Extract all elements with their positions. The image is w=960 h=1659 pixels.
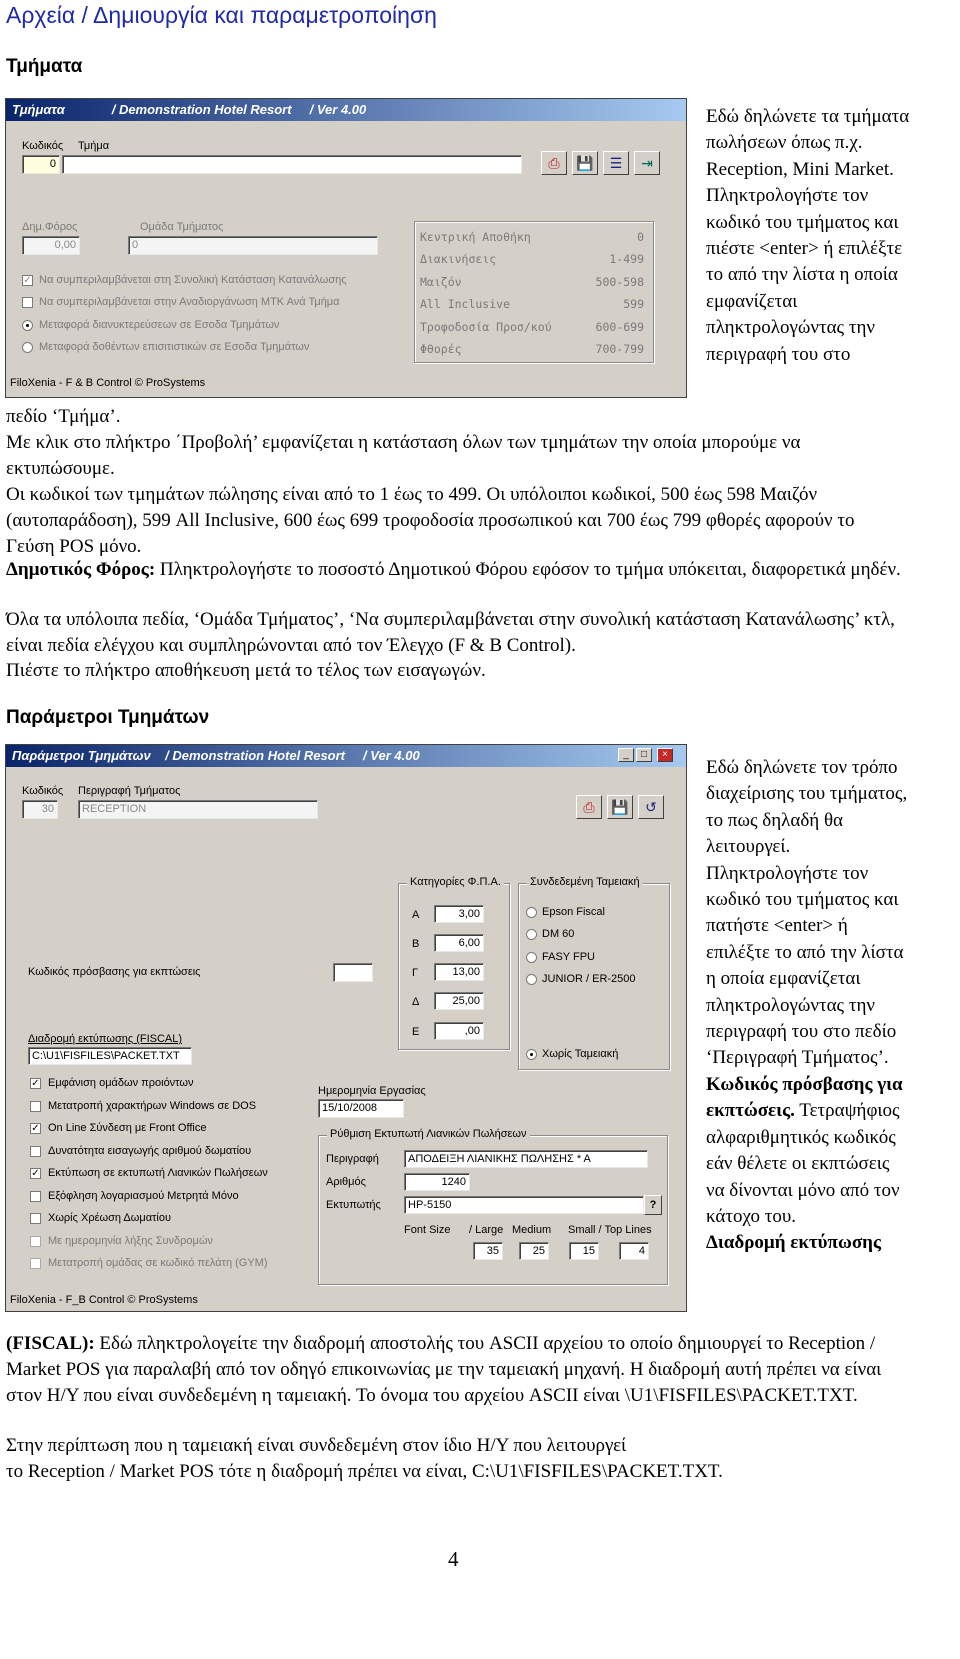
minimize-icon: _ — [623, 749, 629, 760]
option-label-4: Μεταφορά δοθέντων επισιτιστικών σε Εσοδα Τμημάτων — [39, 341, 310, 353]
option-label-1: Να συμπεριλαμβάνεται στη Συνολική Κατάσταση Κατανάλωσης — [39, 274, 347, 286]
option-radio-2[interactable] — [22, 342, 33, 353]
vat-category-label-a: Α — [412, 909, 420, 921]
range-name-5: Τροφοδοσία Προσ/κού — [420, 320, 552, 334]
discount-code-label: Κωδικός πρόσβασης για εκπτώσεις — [28, 966, 201, 978]
receipt-number-label: Αριθμός — [326, 1176, 366, 1188]
vat-input-d[interactable]: 25,00 — [434, 992, 484, 1010]
discount-code-text: Τετραψήφιος αλφαριθμητικός κωδικός εάν θέλετε οι εκπτώσεις να δίνονται μόνο από τον κάτοχο του. — [706, 1100, 900, 1227]
vat-group-title: Κατηγορίες Φ.Π.Α. — [407, 876, 504, 888]
paragraph-control-fields: Όλα τα υπόλοιπα πεδία, ‘Ομάδα Τμήματος’, ‘Να συμπεριλαμβάνεται στην συνολική κατάσταση Κατανάλωσης’ κτλ, είναι πεδία ελέγχου και συμπληρώνονται από τον Έλεγχο (F & B Control). — [6, 609, 895, 656]
maximize-icon: □ — [640, 749, 648, 760]
print-button[interactable] — [541, 151, 567, 175]
font-large-label: / Large — [469, 1224, 504, 1236]
checkbox-1[interactable]: ✓ — [31, 1078, 40, 1089]
range-name-4: All Inclusive — [420, 297, 511, 311]
question-icon: ? — [649, 1199, 657, 1211]
fiscal-path-label: Διαδρομή εκτύπωσης (FISCAL) — [28, 1033, 183, 1045]
printer-icon: ⎙ — [548, 155, 560, 171]
fiscal-radio-fasy[interactable] — [526, 952, 537, 963]
checkbox-3[interactable]: ✓ — [31, 1123, 40, 1134]
side-intro: Εδώ δηλώνετε τον τρόπο διαχείρισης του τμήματος, το πως δηλαδή θα λειτουργεί. Πληκτρολογήστε τον κωδικό του τμήματος και πατήστε <enter> ή επιλέξτε το από την λίστα η οποία εμφανίζεται πληκτρολογώντας την περιγραφή του στο πεδίο ‘Περιγραφή Τμήματος’. — [706, 757, 908, 1069]
checkbox-7[interactable] — [30, 1213, 41, 1224]
minimize-button[interactable] — [618, 748, 634, 762]
printer-help-button[interactable] — [644, 1195, 662, 1215]
option-checkbox-1[interactable]: ✓ — [23, 275, 32, 286]
status-bar: FiloXenia - F_B Control © ProSystems — [10, 1294, 198, 1306]
checkbox-label-5: Εκτύπωση σε εκτυπωτή Λιανικών Πωλήσεων — [48, 1167, 268, 1179]
checkbox-label-9: Μετατροπή ομάδας σε κωδικό πελάτη (GYM) — [48, 1257, 268, 1269]
paragraph-code-ranges: Οι κωδικοί των τμημάτων πώλησης είναι από το 1 έως το 499. Οι υπόλοιποι κωδικοί, 500 έως 598 Μαιζόν (αυτοπαράδοση), 599 All Inclusive, 600 έως 699 τροφοδοσία προσωπικού και 700 έως 799 φθορές αφορούν το Γεύση POS μόνο. — [6, 484, 855, 557]
range-value-1: 0 — [637, 230, 644, 244]
vat-input-e[interactable]: ,00 — [434, 1022, 484, 1040]
code-label: Κωδικός — [22, 140, 64, 152]
checkbox-8[interactable] — [30, 1236, 41, 1247]
range-name-3: Μαιζόν — [420, 275, 462, 289]
font-medium-label: Medium — [512, 1224, 552, 1236]
department-group-input[interactable]: 0 — [128, 236, 378, 255]
maximize-button[interactable] — [636, 748, 652, 762]
side-text-departments: Εδώ δηλώνετε τα τμήματα πωλήσεων όπως π.χ. Reception, Mini Market. Πληκτρολογήστε τον κωδικό του τμήματος και πιέστε <enter> ή επιλέξτε το από την λίστα η οποία εμφανίζεται πληκτρολογώντας την περιγραφή του στο — [706, 106, 910, 365]
list-view-icon: ☰ — [609, 155, 623, 171]
fiscal-option-epson: Epson Fiscal — [542, 906, 605, 918]
print-button[interactable] — [576, 795, 602, 819]
paragraph-view-button: Με κλικ στο πλήκτρο ΄Προβολή’ εμφανίζεται η κατάσταση όλων των τμημάτων την οποία μπορούμε να εκτυπώσουμε. — [6, 432, 801, 479]
code-input[interactable]: 30 — [22, 800, 58, 819]
fiscal-path-input[interactable]: C:\U1\FISFILES\PACKET.TXT — [28, 1047, 192, 1065]
municipal-tax-label: Δημ.Φόρος — [22, 221, 78, 233]
save-button[interactable] — [572, 151, 598, 175]
range-value-2: 1-499 — [609, 252, 644, 266]
fiscal-path-term-a: Διαδρομή εκτύπωσης — [706, 1232, 881, 1254]
department-label: Τμήμα — [78, 140, 110, 152]
range-value-4: 599 — [623, 297, 644, 311]
paragraph-department-field: πεδίο ‘Τμήμα’. — [6, 406, 121, 427]
font-medium-input[interactable]: 25 — [519, 1242, 549, 1260]
vat-category-label-d: Δ — [412, 996, 420, 1008]
checkbox-4[interactable] — [30, 1146, 41, 1157]
checkbox-label-4: Δυνατότητα εισαγωγής αριθμού δωματίου — [48, 1145, 252, 1157]
department-group-label: Ομάδα Τμήματος — [140, 221, 224, 233]
checkbox-2[interactable] — [30, 1101, 41, 1112]
description-label: Περιγραφή Τμήματος — [78, 785, 181, 797]
paragraph-same-pc-1: Στην περίπτωση που η ταμειακή είναι συνδεδεμένη στον ίδιο Η/Υ που λειτουργεί — [6, 1435, 627, 1456]
option-radio-1[interactable] — [22, 320, 33, 331]
range-value-3: 500-598 — [595, 275, 644, 289]
fiscal-option-dm60: DM 60 — [542, 928, 575, 940]
work-date-input[interactable]: 15/10/2008 — [318, 1099, 404, 1118]
floppy-icon: 💾 — [611, 799, 629, 815]
font-toplines-input[interactable]: 4 — [619, 1242, 649, 1260]
checkbox-label-7: Χωρίς Χρέωση Δωματίου — [48, 1212, 171, 1224]
page-title: Αρχεία / Δημιουργία και παραμετροποίηση — [6, 2, 437, 28]
close-icon: × — [662, 749, 668, 760]
undo-icon: ↺ — [645, 799, 657, 815]
close-button[interactable] — [657, 748, 673, 762]
range-name-2: Διακινήσεις — [420, 252, 497, 266]
save-button[interactable] — [607, 795, 633, 819]
printer-input[interactable]: HP-5150 — [404, 1196, 644, 1214]
range-name-6: Φθορές — [420, 342, 462, 356]
fiscal-path-term-b: (FISCAL): — [6, 1333, 95, 1354]
code-input[interactable]: 0 — [22, 155, 60, 174]
exit-door-icon: ⇥ — [641, 155, 653, 171]
retail-printer-title: Ρύθμιση Εκτυπωτή Λιανικών Πωλήσεων — [327, 1128, 530, 1140]
work-date-label: Ημερομηνία Εργασίας — [318, 1085, 426, 1097]
receipt-number-input[interactable]: 1240 — [404, 1173, 470, 1191]
paragraph-save: Πιέστε το πλήκτρο αποθήκευση μετά το τέλος των εισαγωγών. — [6, 660, 486, 681]
fiscal-radio-dm60[interactable] — [526, 929, 537, 940]
fiscal-radio-junior[interactable] — [526, 974, 537, 985]
range-name-1: Κεντρική Αποθήκη — [420, 230, 531, 244]
printer-label: Εκτυπωτής — [326, 1199, 381, 1211]
receipt-description-label: Περιγραφή — [326, 1153, 379, 1165]
discount-code-term: Κωδικός πρόσβασης για εκπτώσεις. — [706, 1073, 903, 1122]
status-bar: FiloXenia - F & B Control © ProSystems — [10, 377, 206, 389]
window-titlebar: Τμήματα / Demonstration Hotel Resort / Ver 4.00 — [6, 99, 686, 121]
vat-input-c[interactable]: 13,00 — [434, 963, 484, 981]
paragraph-fiscal-path — [6, 1331, 906, 1409]
font-size-label: Font Size — [404, 1224, 451, 1236]
vat-input-a[interactable]: 3,00 — [434, 905, 484, 923]
section-heading-parameters: Παράμετροι Τμημάτων — [6, 707, 210, 728]
exit-button[interactable] — [634, 151, 660, 175]
range-value-6: 700-799 — [595, 342, 644, 356]
vat-category-label-e: Ε — [412, 1026, 420, 1038]
option-label-2: Να συμπεριλαμβάνεται στην Αναδιοργάνωση ΜΤΚ Ανά Τμήμα — [39, 296, 340, 308]
code-label: Κωδικός — [22, 785, 64, 797]
department-input[interactable] — [62, 155, 522, 174]
vat-category-label-c: Γ — [412, 967, 419, 979]
checkbox-label-1: Εμφάνιση ομάδων προιόντων — [48, 1077, 194, 1089]
fiscal-path-text: Εδώ πληκτρολογείτε την διαδρομή αποστολής του ASCII αρχείου το οποίο δημιουργεί το Reception / Market POS για παραλαβή από τον οδηγό επικοινωνίας με την ταμειακή μηχανή. Η διαδρομή αυτή πρέπει να είναι στον Η/Υ που είναι συνδεδεμένη η ταμειακή. Το όνομα του αρχείου ASCII είναι \U1\FISFILES\PACKET.TXT. — [6, 1333, 882, 1406]
checkbox-9[interactable] — [30, 1258, 41, 1269]
section-heading-departments: Τμήματα — [6, 56, 83, 77]
fiscal-option-fasy: FASY FPU — [542, 951, 595, 963]
view-button[interactable] — [603, 151, 629, 175]
fiscal-radio-epson[interactable] — [526, 907, 537, 918]
option-checkbox-2[interactable] — [22, 297, 33, 308]
floppy-icon: 💾 — [576, 155, 594, 171]
municipal-tax-input[interactable]: 0,00 — [22, 236, 80, 255]
paragraph-municipal-tax — [6, 557, 906, 583]
checkbox-label-8: Με ημερομηνία λήξης Συνδρομών — [48, 1235, 213, 1247]
font-small-label: Small / Top Lines — [568, 1224, 652, 1236]
range-value-5: 600-699 — [595, 320, 644, 334]
fiscal-group-title: Συνδεδεμένη Ταμειακή — [527, 876, 643, 888]
side-text-parameters — [706, 755, 911, 1257]
checkbox-label-2: Μετατροπή χαρακτήρων Windows σε DOS — [48, 1100, 257, 1112]
font-small-input[interactable]: 15 — [569, 1242, 599, 1260]
municipal-tax-text: Πληκτρολογήστε το ποσοστό Δημοτικού Φόρου εφόσον το τμήμα υπόκειται, διαφορετικά μηδέν. — [155, 559, 901, 580]
fiscal-option-junior: JUNIOR / ER-2500 — [542, 973, 636, 985]
fiscal-option-none: Χωρίς Ταμειακή — [542, 1048, 619, 1060]
checkbox-5[interactable]: ✓ — [31, 1168, 40, 1179]
department-parameters-window — [5, 744, 687, 1312]
printer-icon: ⎙ — [583, 799, 595, 815]
receipt-description-input[interactable]: ΑΠΟΔΕΙΞΗ ΛΙΑΝΙΚΗΣ ΠΩΛΗΣΗΣ * Α — [404, 1150, 648, 1168]
undo-button[interactable] — [638, 795, 664, 819]
option-label-3: Μεταφορά διανυκτερεύσεων σε Εσοδα Τμημάτων — [39, 319, 280, 331]
municipal-tax-term: Δημοτικός Φόρος: — [6, 559, 156, 580]
window-titlebar: Παράμετροι Τμημάτων / Demonstration Hotel Resort / Ver 4.00 — [6, 745, 686, 767]
page-number: 4 — [448, 1547, 459, 1571]
checkbox-6[interactable] — [30, 1191, 41, 1202]
paragraph-same-pc-2: το Reception / Market POS τότε η διαδρομή πρέπει να είναι, C:\U1\FISFILES\PACKET.TXT. — [6, 1461, 723, 1482]
vat-category-label-b: Β — [412, 938, 420, 950]
checkbox-label-3: On Line Σύνδεση με Front Office — [48, 1122, 207, 1134]
discount-code-input[interactable] — [333, 963, 373, 982]
departments-window — [5, 98, 687, 398]
font-large-input[interactable]: 35 — [473, 1242, 503, 1260]
description-input[interactable]: RECEPTION — [78, 800, 318, 819]
vat-input-b[interactable]: 6,00 — [434, 934, 484, 952]
checkbox-label-6: Εξόφληση λογαριασμού Μετρητά Μόνο — [48, 1190, 239, 1202]
fiscal-radio-none[interactable] — [526, 1049, 537, 1060]
